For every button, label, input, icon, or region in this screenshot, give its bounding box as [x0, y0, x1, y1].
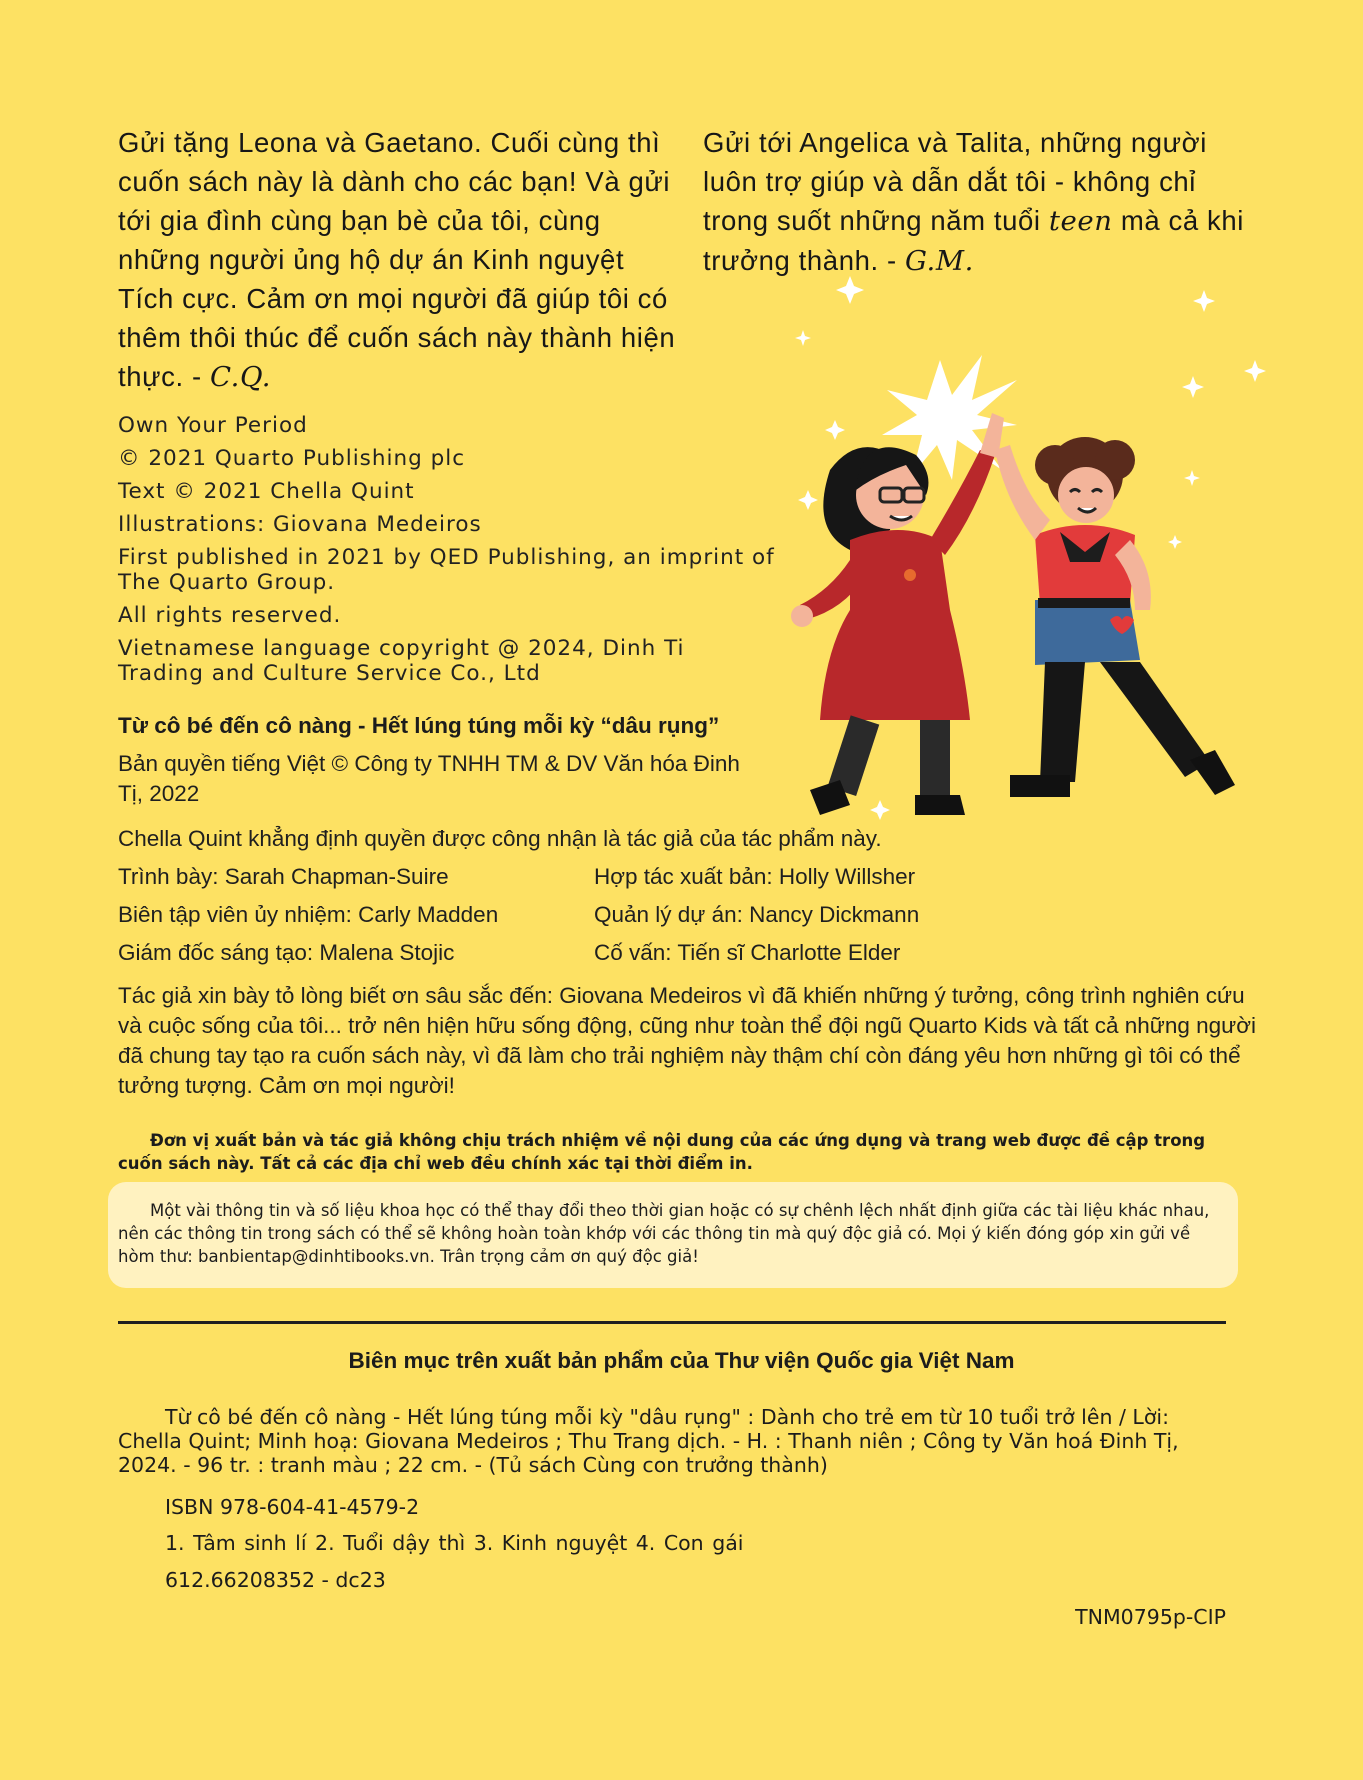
two-girls-high-five-icon — [780, 270, 1280, 830]
cip-code: TNM0795p-CIP — [1075, 1605, 1226, 1629]
dedication-right-signature: G.M. — [904, 245, 974, 277]
dedication-left: Gửi tặng Leona và Gaetano. Cuối cùng thì cuốn sách này là dành cho các bạn! Và gửi tới gia đình cùng bạn bè của tôi, cùng những người ủng hộ dự án Kinh nguyệt Tích cực. Cảm ơn mọi người đã giúp tôi có thêm thôi thúc để cuốn sách này thành hiện thực. - C.Q. — [118, 127, 676, 393]
vietnamese-copyright: Vietnamese language copyright @ 2024, Dinh Ti Trading and Culture Service Co., Ltd — [118, 636, 685, 686]
illustrator-credit: Illustrations: Giovana Medeiros — [118, 512, 482, 537]
cip-isbn: ISBN 978-604-41-4579-2 — [165, 1495, 420, 1519]
acknowledgements: Tác giả xin bày tỏ lòng biết ơn sâu sắc đến: Giovana Medeiros vì đã khiến những ý tưởng, công trình nghiên cứu và cuộc sống của tôi... trở nên hiện hữu sống động, cũng như toàn thể đội ngũ Quarto Kids và tất cả những người đã chung tay tạo ra cuốn sách này, vì đã làm cho trải nghiệm này thậm chí còn đáng yêu hơn những gì tôi có thể tưởng tượng. Cảm ơn mọi người! — [118, 983, 1256, 1098]
girl-right — [995, 437, 1235, 797]
credit-consultant: Cố vấn: Tiến sĩ Charlotte Elder — [594, 940, 901, 965]
disclaimer: Đơn vị xuất bản và tác giả không chịu trách nhiệm về nội dung của các ứng dụng và trang web được đề cập trong cuốn sách này. Tất cả các địa chỉ web đều chính xác tại thời điểm in. — [118, 1131, 1206, 1173]
original-title: Own Your Period — [118, 413, 308, 438]
cip-ddc: 612.66208352 - dc23 — [165, 1568, 386, 1592]
credit-editor: Biên tập viên ủy nhiệm: Carly Madden — [118, 902, 499, 927]
rights-reserved: All rights reserved. — [118, 603, 342, 628]
copyright-text: Text © 2021 Chella Quint — [118, 479, 415, 504]
cip-entry: Từ cô bé đến cô nàng - Hết lúng túng mỗi kỳ "dâu rụng" : Dành cho trẻ em từ 10 tuổi trở lên / Lời: Chella Quint; Minh hoạ: Giovana Medeiros ; Thu Trang dịch. - H. : Thanh niên ; Công ty Văn hoá Đinh Tị, 2024. - 96 tr. : tranh màu ; 22 cm. - (Tủ sách Cùng con trưởng thành) — [118, 1405, 1179, 1477]
first-published: First published in 2021 by QED Publishing, an imprint of The Quarto Group. — [118, 545, 775, 595]
credit-design: Trình bày: Sarah Chapman-Suire — [118, 864, 449, 889]
cip-subjects: 1. Tâm sinh lí 2. Tuổi dậy thì 3. Kinh nguyệt 4. Con gái — [165, 1531, 744, 1555]
credit-creative-director: Giám đốc sáng tạo: Malena Stojic — [118, 940, 455, 965]
dedication-right: Gửi tới Angelica và Talita, những người luôn trợ giúp và dẫn dắt tôi - không chỉ trong suốt những năm tuổi teen mà cả khi trưởng thành. - G.M. — [703, 127, 1244, 277]
dedication-left-signature: C.Q. — [209, 361, 272, 393]
credit-copublisher: Hợp tác xuất bản: Holly Willsher — [594, 864, 916, 889]
dedication-right-emphasis: teen — [1048, 205, 1113, 237]
rights-block — [118, 413, 778, 694]
credit-project-manager: Quản lý dự án: Nancy Dickmann — [594, 902, 920, 927]
cip-heading: Biên mục trên xuất bản phẩm của Thư viện Quốc gia Việt Nam — [348, 1348, 1015, 1373]
notice-text: Một vài thông tin và số liệu khoa học có thể thay đổi theo thời gian hoặc có sự chênh lệch nhất định giữa các tài liệu khác nhau, nên các thông tin trong sách có thể sẽ không hoàn toàn khớp với các thông tin mà quý độc giả có. Mọi ý kiến đóng góp xin gửi về hòm thư: banbientap@dinhtibooks.vn. Trân trọng cảm ơn quý độc giả! — [118, 1201, 1210, 1266]
copyright-publisher: © 2021 Quarto Publishing plc — [118, 446, 466, 471]
divider — [118, 1321, 1226, 1324]
girl-left — [791, 413, 1004, 815]
vietnamese-copyright-line: Bản quyền tiếng Việt © Công ty TNHH TM & DV Văn hóa Đinh Tị, 2022 — [118, 751, 740, 806]
author-assertion: Chella Quint khẳng định quyền được công nhận là tác giả của tác phẩm này. — [118, 826, 882, 851]
vietnamese-title: Từ cô bé đến cô nàng - Hết lúng túng mỗi kỳ “dâu rụng” — [118, 713, 720, 738]
